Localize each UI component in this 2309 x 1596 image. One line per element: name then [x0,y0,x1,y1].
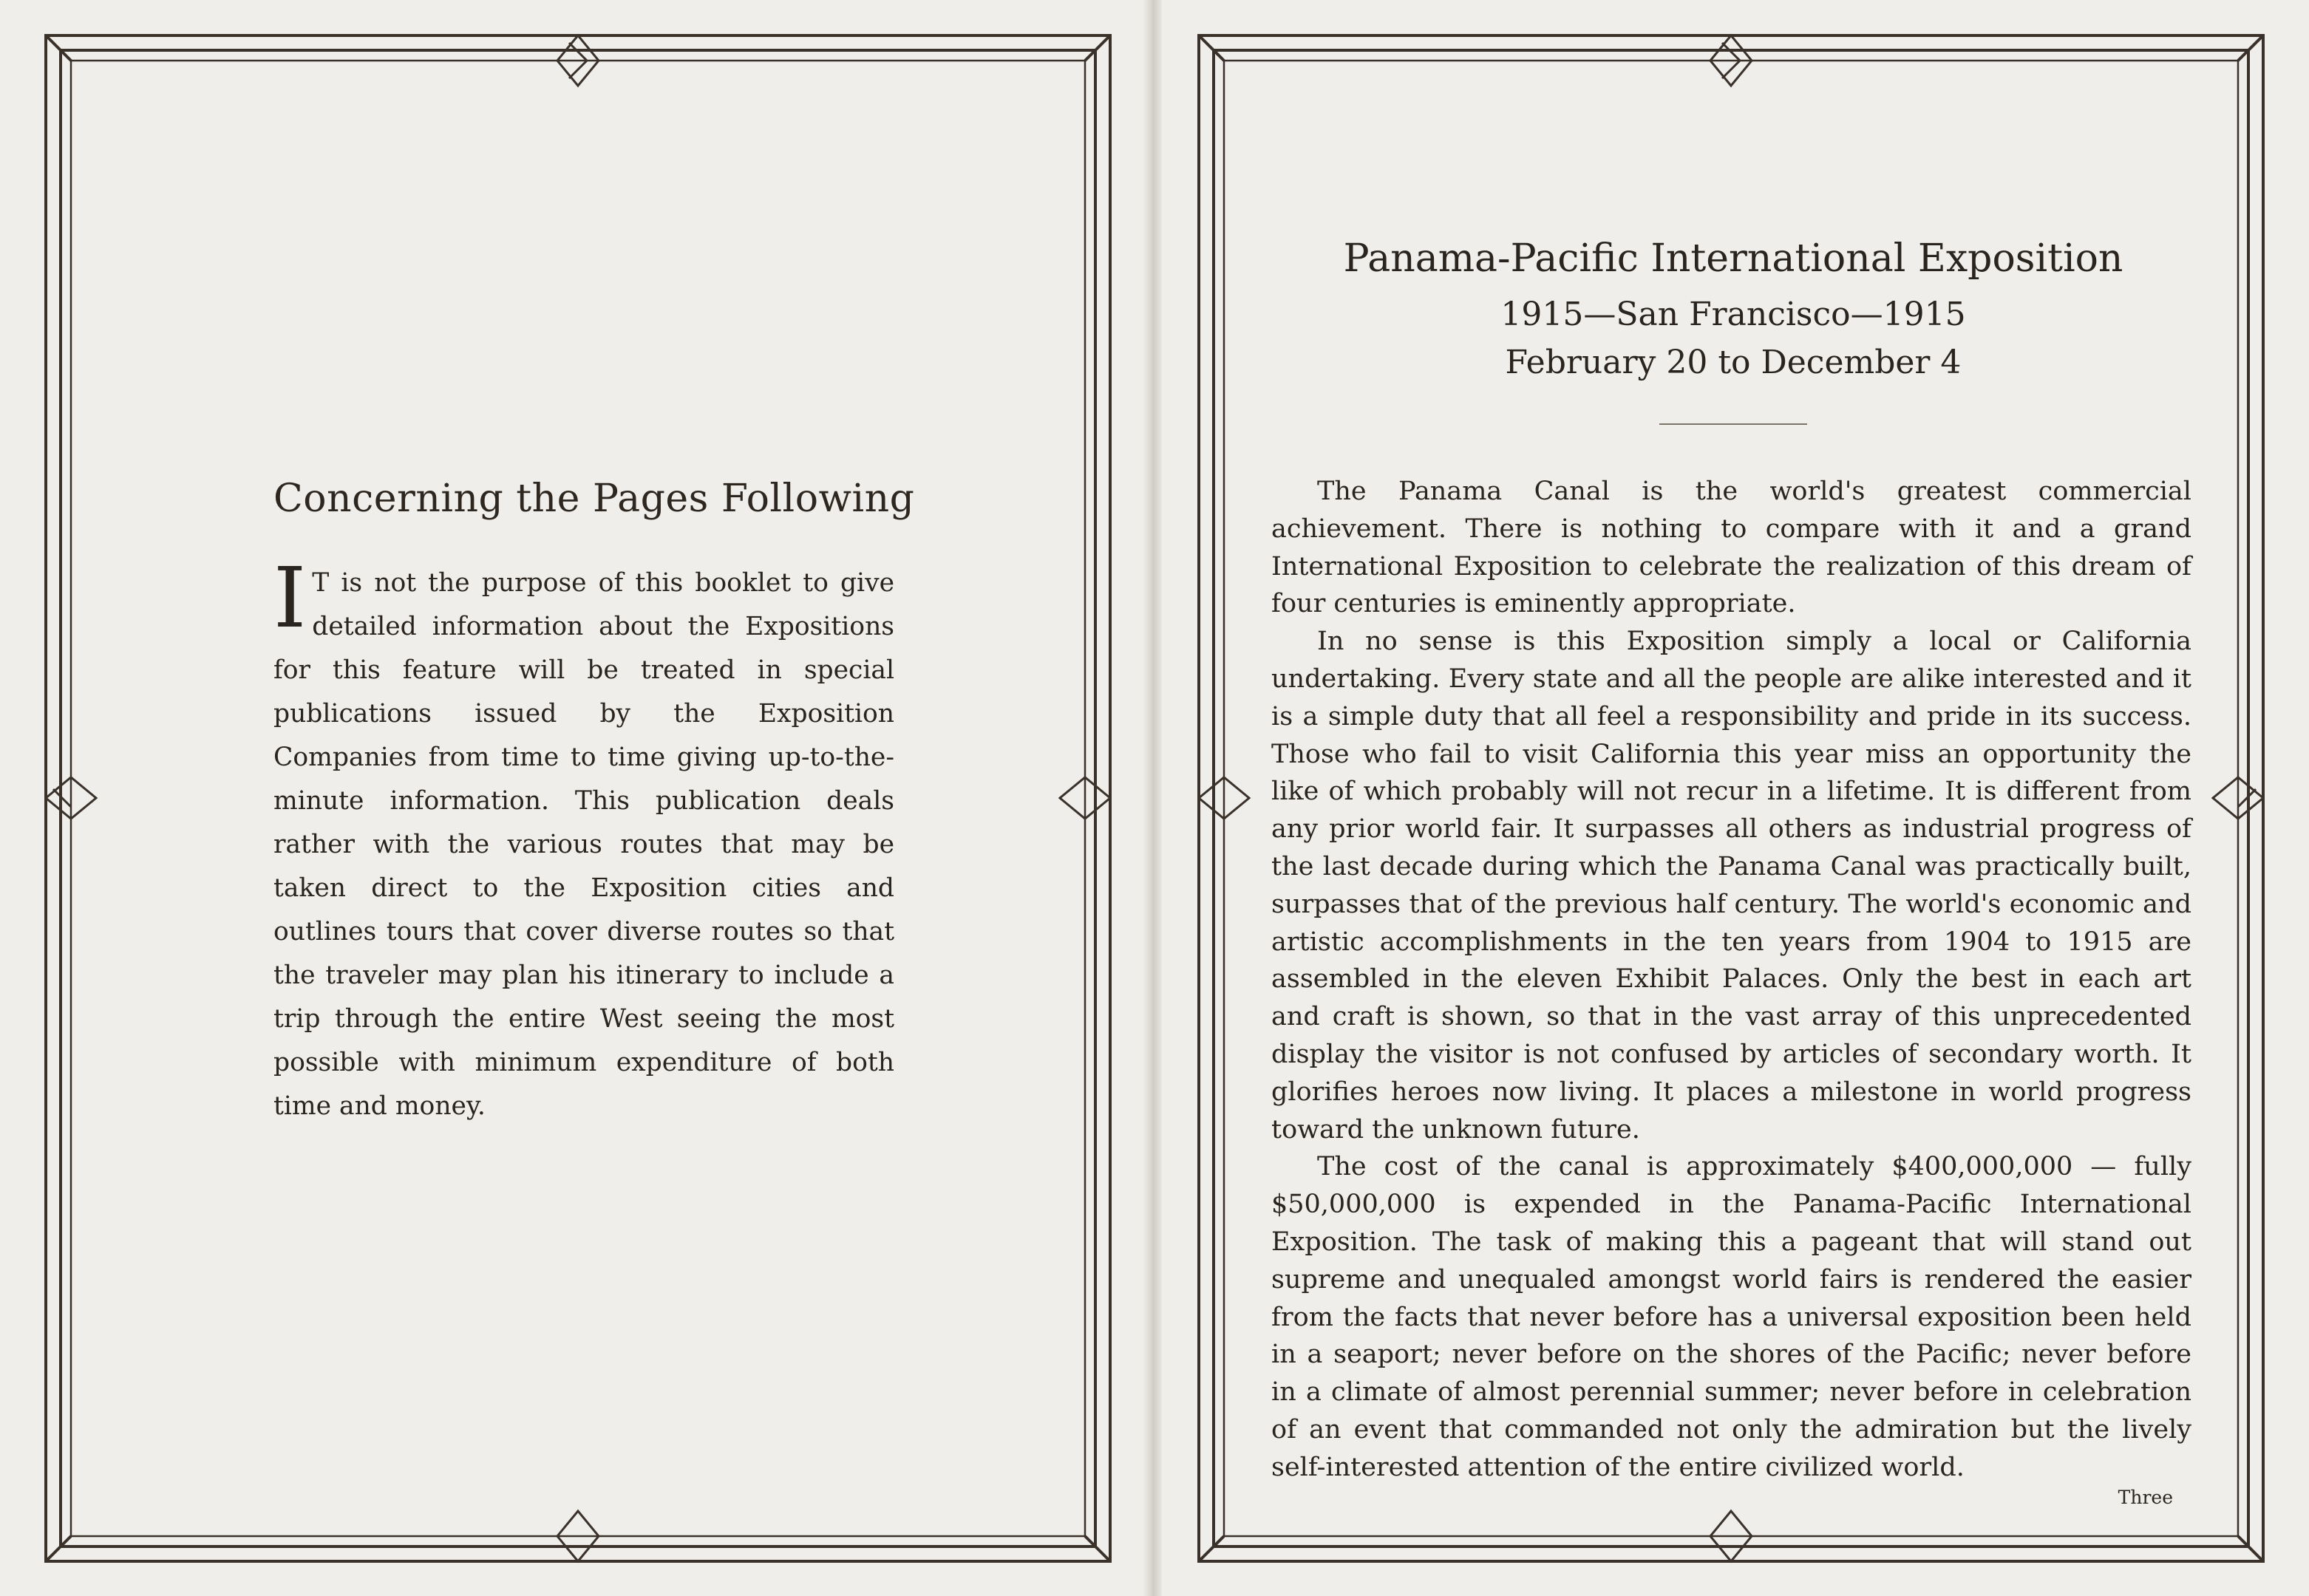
left-page-body [273,550,894,1128]
subtitle-range: February 20 to December 4 [1505,344,1962,381]
paragraph-3: The cost of the canal is approximately $400,000,000 — fully $50,000,000 is expended in the Panama-Pacific International Exposition. The task of making this a pageant that will stand out supreme and unequaled amongst world fairs is rendered the easier from the facts that never before has a universal exposition been held in a seaport; never before on the shores of the Pacific; never before in a climate of almost perennial summer; never before in celebration of an event that commanded not only the admiration but the lively self-interested attention of the entire civilized world. [1271,1152,2191,1482]
page-number: Three [2118,1487,2173,1508]
right-page-body [1271,473,2191,1487]
paragraph-1: The Panama Canal is the world's greatest commercial achievement. There is nothing to compare with it and a grand International Exposition to celebrate the realization of this dream of four centuries is eminently appropriate. [1271,477,2191,619]
right-page-title: Panama-Pacific International Exposition [1343,236,2123,281]
paragraph-2: In no sense is this Exposition simply a local or California undertaking. Every state and all the people are alike interested and it is a simple duty that all feel a responsibility and pride in its success. Those who fail to visit California this year miss an opportunity the like of which probably will not recur in a lifetime. It is different from any prior world fair. It surpasses all others as industrial progress of the last decade during which the Panama Canal was practically built, surpasses that of the previous half century. The world's economic and artistic accomplishments in the ten years from 1904 to 1915 are assembled in the eleven Exhibit Palaces. Only the best in each art and craft is shown, so that in the vast array of this unprecedented display the visitor is not confused by articles of secondary worth. It glorifies heroes now living. It places a milestone in world progress toward the unknown future. [1271,627,2191,1145]
title-divider [1659,423,1807,425]
subtitle-dates: 1915—San Francisco—1915 [1500,296,1966,333]
left-page-paragraph: T is not the purpose of this booklet to give detailed information about the Expositions for this feature will be treated in special publications issued by the Exposition Companies from time to time giving up-to-the-minute information. This publication deals rather with the various routes that may be taken direct to the Exposition cities and outlines tours that cover diverse routes so that the traveler may plan his itinerary to include a trip through the entire West seeing the most possible with minimum expenditure of both time and money. [273,568,894,1121]
drop-cap: I [273,550,307,647]
left-page-title: Concerning the Pages Following [273,477,915,521]
